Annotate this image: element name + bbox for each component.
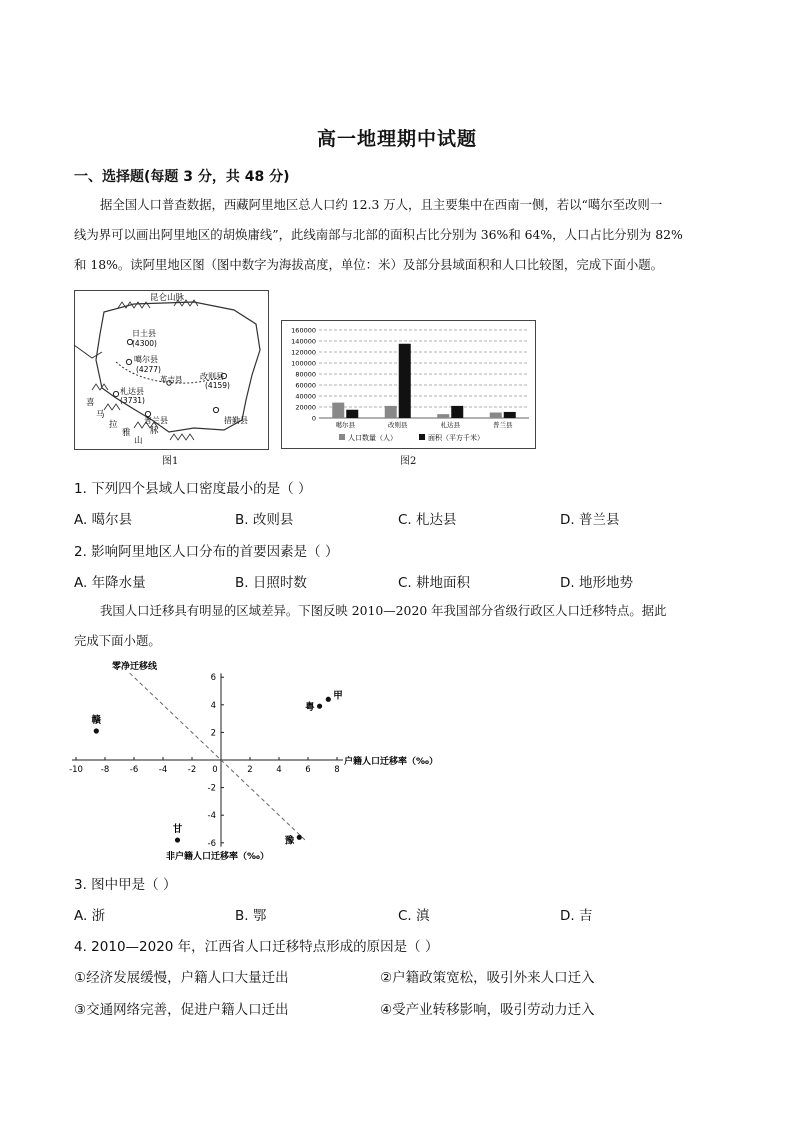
- x-tick-label: -10: [69, 765, 83, 775]
- q3-option-a[interactable]: A. 浙: [74, 908, 106, 924]
- x-tick-label: 4: [276, 765, 282, 775]
- figure-2-caption: 图2: [400, 456, 417, 467]
- label-xi: 喜: [86, 398, 95, 408]
- page-title: 高一地理期中试题: [316, 128, 477, 150]
- q4-option-1[interactable]: ①经济发展缓慢，户籍人口大量迁出: [74, 970, 289, 986]
- question-2: 2. 影响阿里地区人口分布的首要因素是（ ）: [74, 544, 339, 560]
- intro2-line1: 我国人口迁移具有明显的区域差异。下图反映 2010—2020 年我国部分省级行政区人口迁移特点。据此: [100, 603, 667, 618]
- label-cuoqin: 措勤县: [224, 416, 248, 425]
- q1-option-d[interactable]: D. 普兰县: [560, 512, 620, 528]
- figure-1-map: [74, 290, 270, 450]
- scatter-x-label: 户籍人口迁移率（‰）: [344, 757, 438, 767]
- bar: [504, 412, 516, 418]
- q4-option-2[interactable]: ②户籍政策宽松，吸引外来人口迁入: [380, 970, 595, 986]
- data-point: [297, 835, 302, 840]
- label-kunlun: 昆仑山脉: [150, 293, 185, 303]
- label-pulan: 普兰县: [144, 416, 168, 425]
- y-tick-label: -6: [207, 838, 216, 849]
- label-gaer-alt: (4277): [136, 365, 161, 374]
- x-tick-label: -6: [129, 765, 139, 775]
- label-gaer: 噶尔县: [134, 355, 158, 364]
- label-gaize-alt: (4159): [205, 381, 230, 390]
- label-ritu-alt: (4300): [132, 339, 157, 348]
- q2-option-d[interactable]: D. 地形地势: [560, 575, 633, 591]
- label-shan: 山: [134, 436, 143, 446]
- x-tick-label: 2: [247, 765, 253, 775]
- scatter-axes: [69, 673, 343, 849]
- cuoqin-marker: [213, 407, 218, 412]
- data-point: [175, 837, 180, 842]
- x-tick-label: -2: [187, 765, 197, 775]
- label-la: 拉: [109, 420, 118, 430]
- y-tick-label: -2: [207, 783, 216, 794]
- scatter-y-label: 非户籍人口迁移率（‰）: [166, 852, 269, 862]
- data-point: [94, 728, 99, 733]
- legend-area: 面积（平方千米）: [428, 434, 484, 442]
- label-zhada-alt: (3731): [120, 396, 145, 405]
- intro2-line2: 完成下面小题。: [74, 633, 161, 648]
- label-ma: 马: [96, 410, 105, 420]
- q1-option-c[interactable]: C. 札达县: [398, 512, 457, 528]
- y-tick-label: 160000: [291, 326, 316, 335]
- label-mai: 脉: [150, 426, 159, 436]
- intro1-line2: 线为界可以画出阿里地区的胡焕庸线”，此线南部与北部的面积占比分别为 36%和 64%，人口占比分别为 82%: [74, 227, 683, 242]
- x-tick-label: 0: [212, 765, 218, 775]
- y-tick-label: 6: [210, 673, 216, 684]
- x-tick-label: -8: [100, 765, 110, 775]
- q3-option-d[interactable]: D. 吉: [560, 908, 593, 924]
- y-tick-label: -4: [207, 811, 216, 822]
- q2-option-a[interactable]: A. 年降水量: [74, 575, 146, 591]
- intro1-line1: 据全国人口普查数据，西藏阿里地区总人口约 12.3 万人，且主要集中在西南一侧，若以“噶尔至改则一: [100, 197, 663, 212]
- section-heading: 一、选择题(每题 3 分，共 48 分): [74, 169, 290, 185]
- q2-option-c[interactable]: C. 耕地面积: [398, 575, 471, 591]
- question-3: 3. 图中甲是（ ）: [74, 877, 177, 893]
- legend-swatch-population: [339, 434, 345, 440]
- zero-line-label: 零净迁移线: [112, 662, 158, 672]
- intro-paragraph-2: [74, 596, 724, 656]
- point-label: 甲: [333, 690, 343, 702]
- category-label: 改则县: [388, 421, 408, 429]
- point-label: 甘: [172, 824, 183, 836]
- bar: [451, 406, 463, 418]
- label-ya: 雅: [122, 428, 131, 438]
- data-point: [326, 697, 331, 702]
- legend-swatch-area: [419, 434, 425, 440]
- question-4: 4. 2010—2020 年，江西省人口迁移特点形成的原因是（ ）: [74, 939, 439, 955]
- migration-scatter-chart: [69, 660, 454, 865]
- x-tick-label: 6: [305, 765, 311, 775]
- bar-chart-y-ticks: [291, 327, 316, 423]
- y-tick-label: 140000: [291, 337, 316, 346]
- question-1: 1. 下列四个县域人口密度最小的是（ ）: [74, 481, 312, 497]
- figure-1-caption: 图1: [162, 456, 179, 467]
- bar: [332, 403, 344, 418]
- category-label: 札达县: [440, 421, 460, 429]
- q2-option-b[interactable]: B. 日照时数: [235, 575, 307, 591]
- q3-option-b[interactable]: B. 鄂: [235, 908, 267, 924]
- data-point: [317, 704, 322, 709]
- y-tick-label: 20000: [295, 403, 316, 412]
- x-tick-label: 8: [334, 765, 340, 775]
- y-tick-label: 40000: [295, 392, 316, 401]
- zhada-marker: [113, 391, 118, 396]
- label-ritu: 日土县: [132, 329, 156, 338]
- intro-paragraph-1: [74, 190, 724, 280]
- label-geji: 革吉县: [160, 375, 183, 384]
- zero-net-migration-line: [130, 673, 305, 840]
- bar: [346, 410, 358, 418]
- q3-option-c[interactable]: C. 滇: [398, 908, 430, 924]
- point-label: 赣: [91, 715, 102, 727]
- point-label: 粤: [305, 702, 315, 714]
- q4-option-4[interactable]: ④受产业转移影响，吸引劳动力迁入: [380, 1002, 595, 1018]
- label-zhada: 札达县: [120, 387, 144, 396]
- q1-option-a[interactable]: A. 噶尔县: [74, 512, 133, 528]
- q1-option-b[interactable]: B. 改则县: [235, 512, 294, 528]
- bar: [385, 406, 397, 418]
- y-tick-label: 80000: [295, 370, 316, 379]
- intro1-line3: 和 18%。读阿里地区图（图中数字为海拔高度，单位：米）及部分县域面积和人口比较图，完成下面小题。: [74, 257, 664, 272]
- y-tick-label: 0: [311, 414, 316, 423]
- point-label: 豫: [284, 835, 295, 847]
- y-tick-label: 4: [210, 700, 216, 711]
- legend-population: 人口数量（人）: [348, 434, 397, 442]
- y-tick-label: 60000: [295, 381, 316, 390]
- bar: [437, 414, 449, 418]
- label-gaize: 改则县: [200, 372, 224, 381]
- gaer-marker: [126, 359, 131, 364]
- bar: [490, 413, 502, 419]
- category-label: 噶尔县: [335, 421, 355, 429]
- x-tick-label: -4: [158, 765, 168, 775]
- q4-option-3[interactable]: ③交通网络完善，促进户籍人口迁出: [74, 1002, 289, 1018]
- y-tick-label: 120000: [291, 348, 316, 357]
- y-tick-label: 2: [210, 728, 216, 739]
- bar: [399, 344, 411, 418]
- figure-2-bar-chart: [281, 320, 537, 450]
- y-tick-label: 100000: [291, 359, 316, 368]
- category-label: 普兰县: [493, 421, 513, 429]
